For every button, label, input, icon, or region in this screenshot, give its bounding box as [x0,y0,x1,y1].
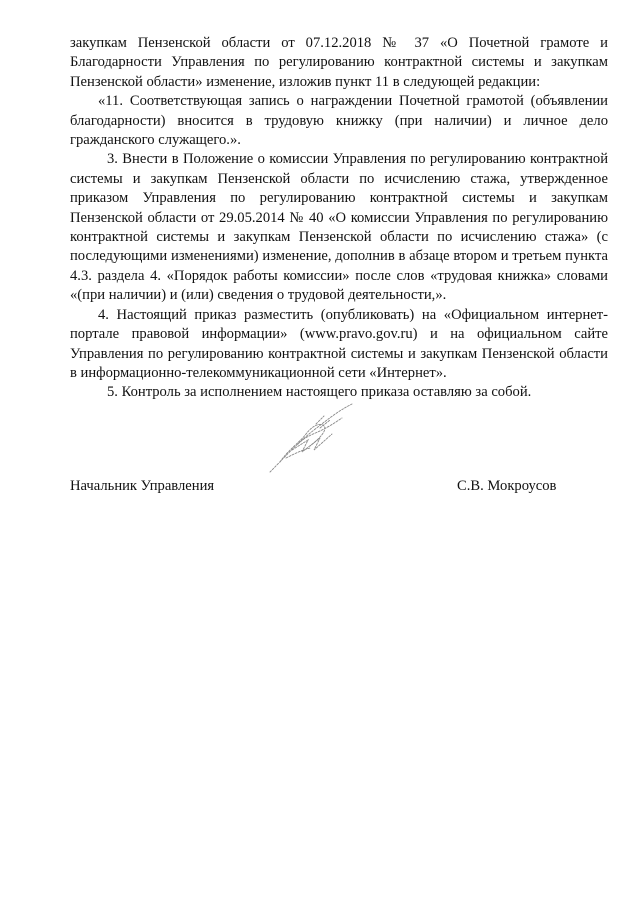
signature-block [70,477,608,497]
handwritten-signature [262,400,362,480]
paragraph-quote-item-11: «11. Соответствующая запись о награждении Почетной грамотой (объявлении благодарности) вносится в трудовую книжку (при наличии) и личное дело гражданского служащего.». [70,93,608,149]
paragraph-item-4: 4. Настоящий приказ разместить (опубликовать) на «Официальном интернет-портале правовой информации» (www.pravo.gov.ru) и на официальном сайте Управления по регулированию контрактной системы и закупкам Пензенской области в информационно-телекоммуникационной сети «Интернет». [70,306,608,381]
paragraph-item-5: 5. Контроль за исполнением настоящего приказа оставляю за собой. [107,384,532,401]
paragraph-continuation: закупкам Пензенской области от 07.12.2018 № 37 «О Почетной грамоте и Благодарности Управления по регулированию контрактной системы и закупкам Пензенской области» изменение, изложив пункт 11 в следующей редакции: [70,35,608,90]
paragraph-item-3: 3. Внести в Положение о комиссии Управления по регулированию контрактной системы и закупкам Пензенской области по исчислению стажа, утвержденное приказом Управления по регулированию контрактной системы и закупкам Пензенской области от 29.05.2014 № 40 «О комиссии Управления по регулированию контрактной системы и закупкам Пензенской области по исчислению стажа» (с последующими изменениями) изменение, дополнив в абзаце втором и третьем пункта 4.3. раздела 4. «Порядок работы комиссии» после слов «трудовая книжка» словами «(при наличии) и (или) сведения о трудовой деятельности,». [70,151,608,304]
signatory-name: С.В. Мокроусов [457,478,557,494]
document-body [70,34,608,403]
signatory-position: Начальник Управления [70,478,215,494]
